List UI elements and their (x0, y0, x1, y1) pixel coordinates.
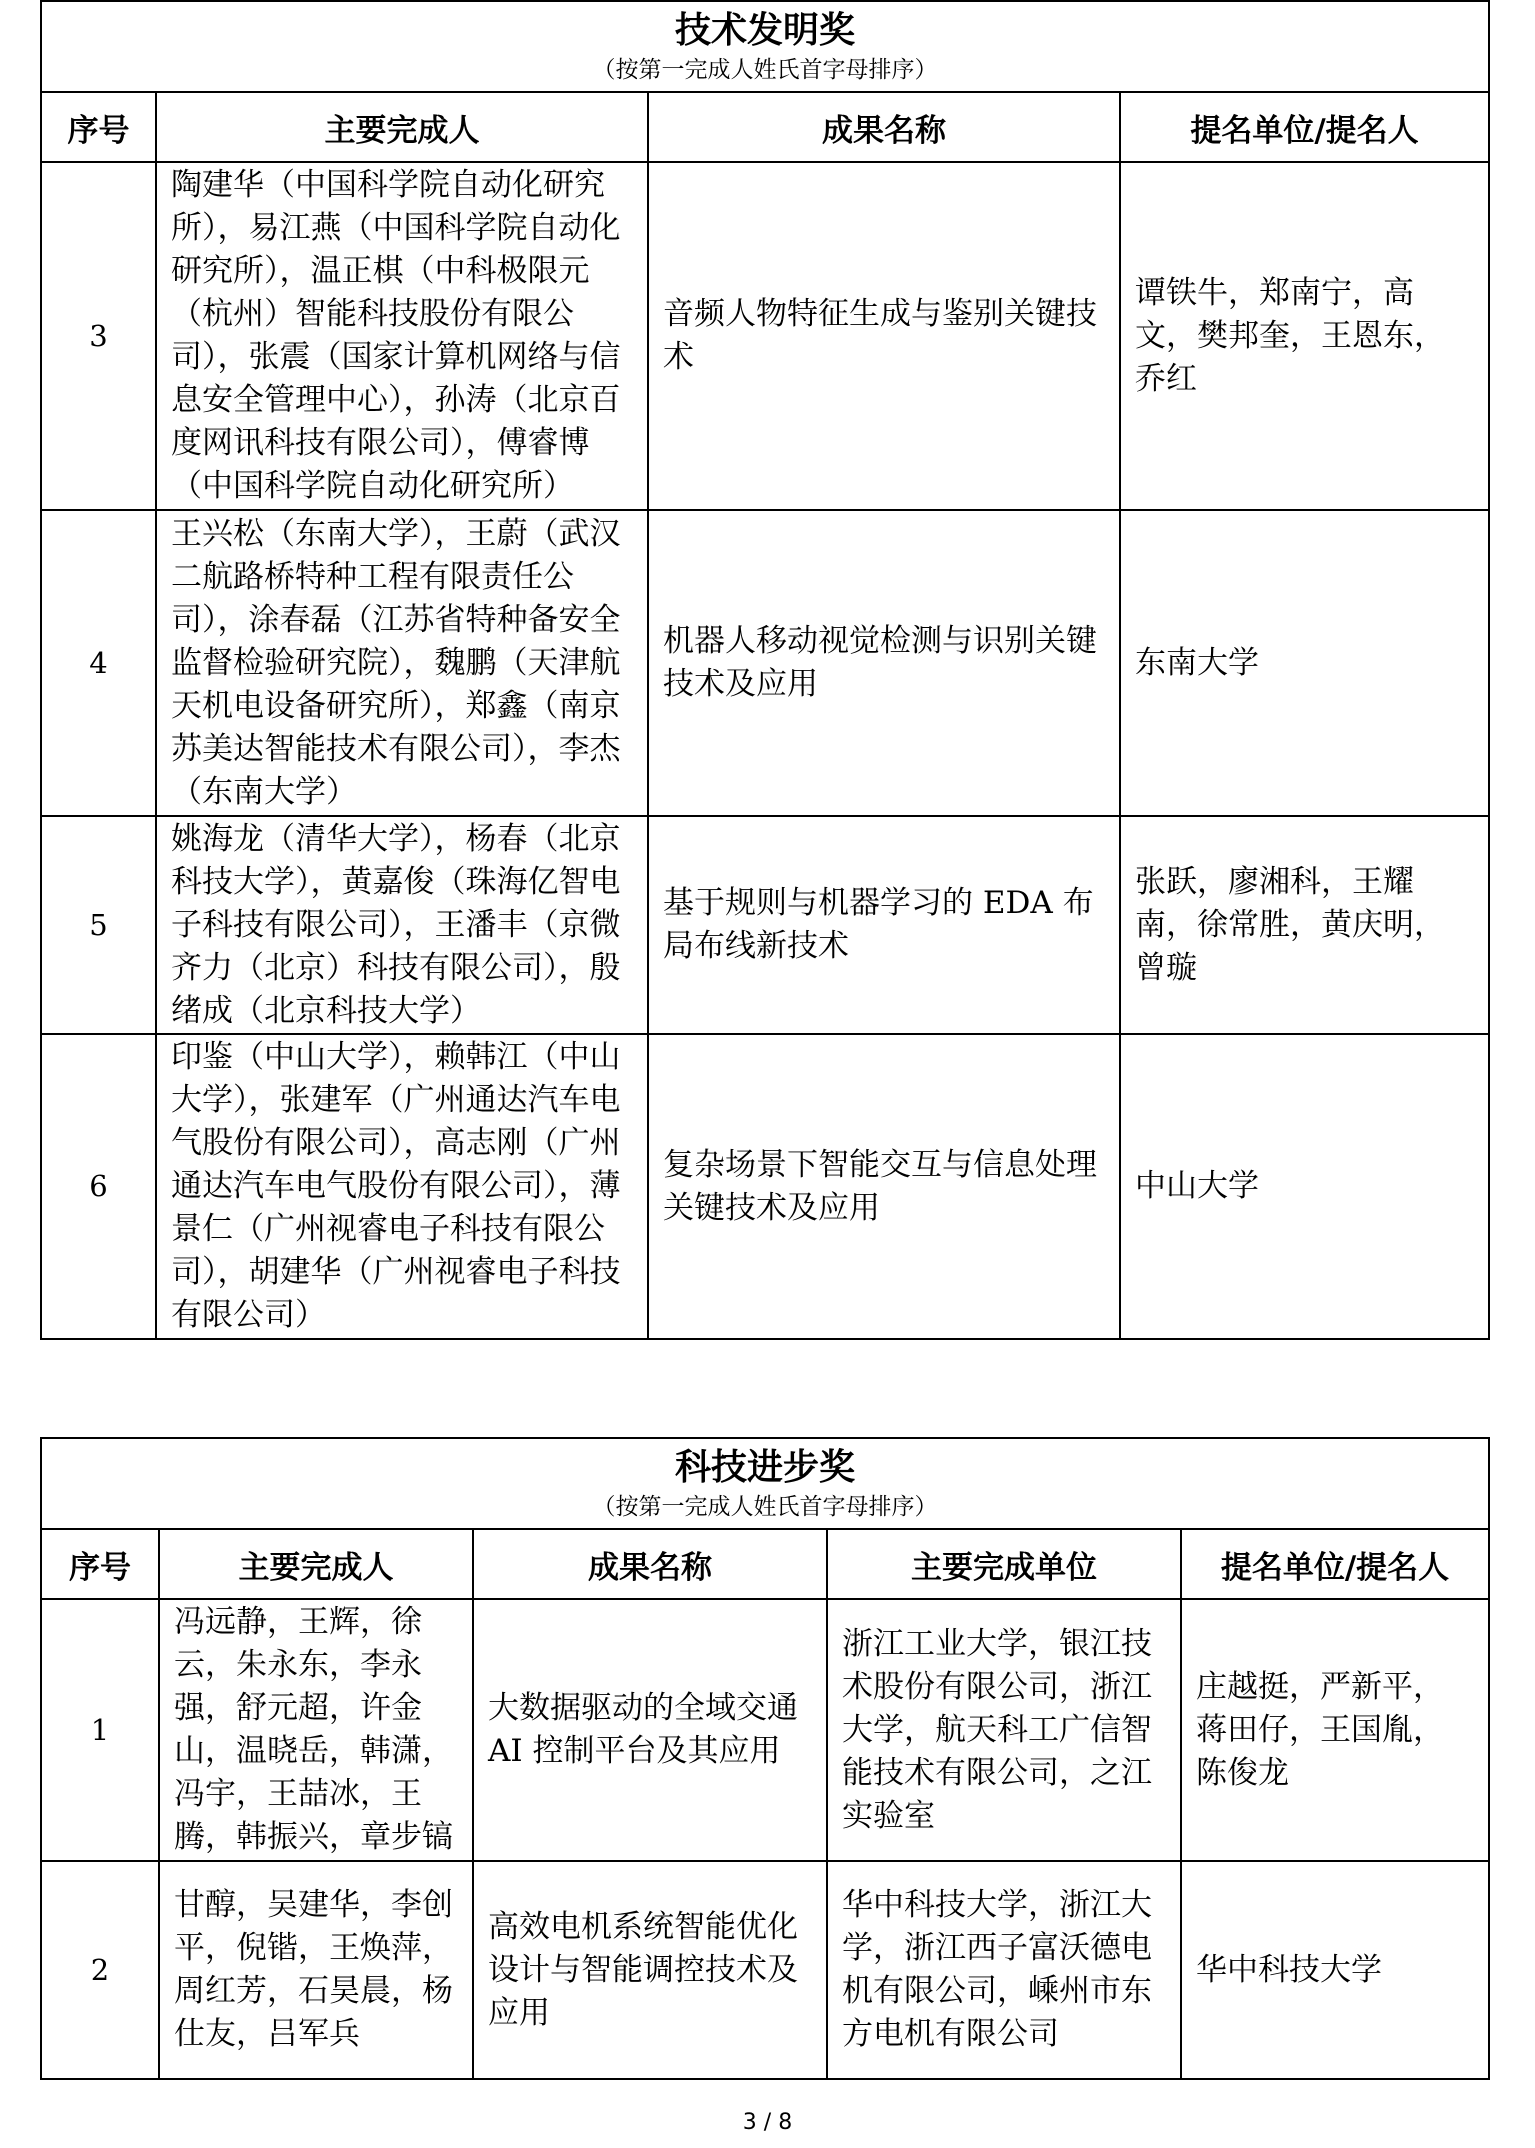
table-title: 科技进步奖 (675, 1446, 856, 1488)
row-achievement: 复杂场景下智能交互与信息处理关键技术及应用 (648, 1034, 1120, 1339)
row-persons: 甘醇，吴建华，李创平，倪锴，王焕萍，周红芳，石昊晨，杨仕友，吕军兵 (159, 1861, 473, 2079)
header-achievement: 成果名称 (473, 1529, 827, 1599)
row-no: 2 (41, 1861, 159, 2079)
header-units: 主要完成单位 (827, 1529, 1181, 1599)
table-row (41, 816, 1489, 1034)
table-title-cell (41, 1, 1489, 92)
row-nominator: 东南大学 (1120, 510, 1489, 816)
row-no: 4 (41, 510, 156, 816)
row-nominator: 庄越挺，严新平，蒋田仔，王国胤，陈俊龙 (1181, 1599, 1489, 1861)
table-row (41, 510, 1489, 816)
row-persons: 王兴松（东南大学），王蔚（武汉二航路桥特种工程有限责任公司），涂春磊（江苏省特种备安全监督检验研究院），魏鹏（天津航天机电设备研究所），郑鑫（南京苏美达智能技术有限公司），李杰（东南大学） (156, 510, 648, 816)
row-achievement: 音频人物特征生成与鉴别关键技术 (648, 162, 1120, 510)
row-nominator: 谭铁牛，郑南宁，高文，樊邦奎，王恩东，乔红 (1120, 162, 1489, 510)
header-row (41, 1529, 1489, 1599)
row-nominator: 华中科技大学 (1181, 1861, 1489, 2079)
header-achievement: 成果名称 (648, 92, 1120, 162)
header-nominator: 提名单位/提名人 (1181, 1529, 1489, 1599)
row-persons: 冯远静，王辉，徐云，朱永东，李永强，舒元超，许金山，温晓岳，韩潇，冯宇，王喆冰，王腾，韩振兴，章步镐 (159, 1599, 473, 1861)
row-no: 3 (41, 162, 156, 510)
table-subtitle: （按第一完成人姓氏首字母排序） (592, 56, 938, 83)
header-no: 序号 (41, 92, 156, 162)
row-nominator: 张跃，廖湘科，王耀南，徐常胜，黄庆明，曾璇 (1120, 816, 1489, 1034)
page-number: 3 / 8 (742, 2110, 793, 2135)
row-persons: 印鉴（中山大学），赖韩江（中山大学），张建军（广州通达汽车电气股份有限公司），高志刚（广州通达汽车电气股份有限公司），薄景仁（广州视睿电子科技有限公司），胡建华（广州视睿电子科技有限公司） (156, 1034, 648, 1339)
row-no: 1 (41, 1599, 159, 1861)
header-persons: 主要完成人 (159, 1529, 473, 1599)
row-no: 5 (41, 816, 156, 1034)
row-units: 浙江工业大学，银江技术股份有限公司，浙江大学，航天科工广信智能技术有限公司，之江实验室 (827, 1599, 1181, 1861)
row-achievement: 高效电机系统智能优化设计与智能调控技术及应用 (473, 1861, 827, 2079)
table-row (41, 1599, 1489, 1861)
table-row (41, 1034, 1489, 1339)
table-row (41, 1861, 1489, 2079)
header-persons: 主要完成人 (156, 92, 648, 162)
table-title-cell (41, 1438, 1489, 1529)
tech-invention-table (40, 0, 1490, 1340)
header-row (41, 92, 1489, 162)
row-achievement: 机器人移动视觉检测与识别关键技术及应用 (648, 510, 1120, 816)
row-nominator: 中山大学 (1120, 1034, 1489, 1339)
header-nominator: 提名单位/提名人 (1120, 92, 1489, 162)
header-no: 序号 (41, 1529, 159, 1599)
table-title: 技术发明奖 (674, 9, 855, 51)
table-row (41, 162, 1489, 510)
sci-tech-progress-table (40, 1437, 1490, 2080)
row-no: 6 (41, 1034, 156, 1339)
row-persons: 陶建华（中国科学院自动化研究所），易江燕（中国科学院自动化研究所），温正棋（中科极限元（杭州）智能科技股份有限公司），张震（国家计算机网络与信息安全管理中心），孙涛（北京百度网讯科技有限公司），傅睿博（中国科学院自动化研究所） (156, 162, 648, 510)
table-subtitle: （按第一完成人姓氏首字母排序） (592, 1493, 938, 1520)
row-achievement: 基于规则与机器学习的 EDA 布局布线新技术 (648, 816, 1120, 1034)
row-persons: 姚海龙（清华大学），杨春（北京科技大学），黄嘉俊（珠海亿智电子科技有限公司），王潘丰（京微齐力（北京）科技有限公司），殷绪成（北京科技大学） (156, 816, 648, 1034)
row-units: 华中科技大学，浙江大学，浙江西子富沃德电机有限公司，嵊州市东方电机有限公司 (827, 1861, 1181, 2079)
row-achievement: 大数据驱动的全域交通 AI 控制平台及其应用 (473, 1599, 827, 1861)
